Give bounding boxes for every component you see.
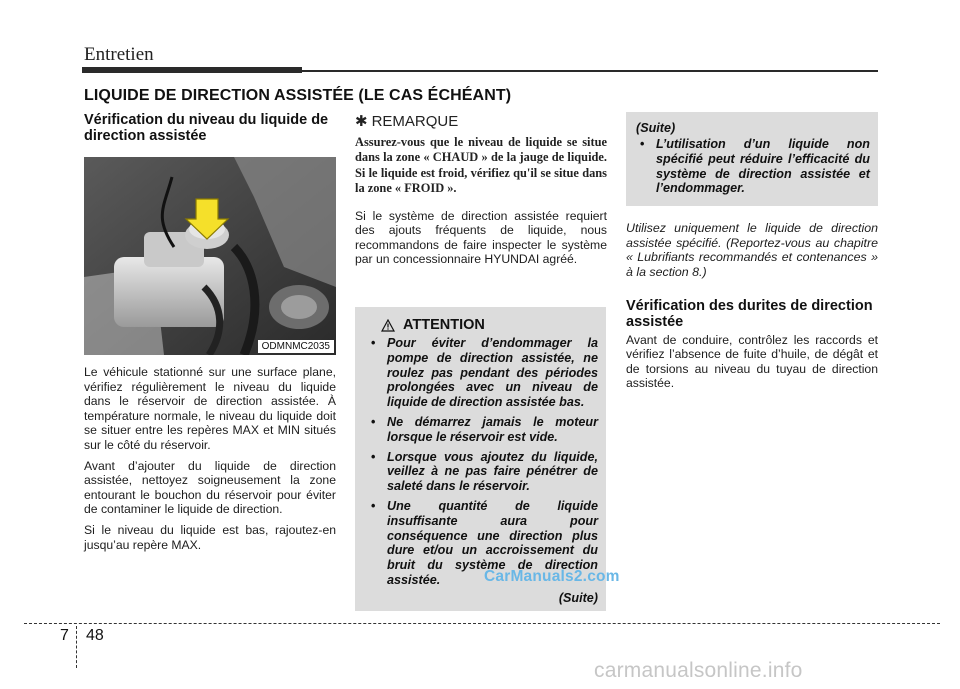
page-header-title: Entretien [84,44,154,65]
col2-body: Si le système de direction assistée requiert des ajouts fréquents de liquide, nous recommandons de faire inspecter le système par un concessionnaire HYUNDAI agréé. [355,208,607,267]
header-bar-thick [82,67,302,73]
attention-box [355,307,606,611]
attention-title: ATTENTION [403,317,485,333]
fluid-note: Utilisez uniquement le liquide de direction assistée spécifié. (Reportez-vous au chapitre « Lubrifiants recommandés et contenances » à la section 8.) [626,221,878,279]
list-item: • L’utilisation d’un liquide non spécifié peut réduire l’efficacité du système de direction assistée et l’endommager. [636,137,870,196]
paragraph: Le véhicule stationné sur une surface plane, vérifiez régulièrement le niveau du liquide dans le réservoir de direction assistée. À température normale, le niveau du liquide doit se situer entre les repères MAX et MIN situés sur le côté du réservoir. [84,365,336,452]
list-item: • Pour éviter d’endommager la pompe de direction assistée, ne roulez pas pendant des périodes prolongées avec un niveau de liquide de direction assistée bas. [367,336,598,410]
hoses-heading: Vérification des durites de direction assistée [626,297,873,330]
list-item: • Lorsque vous ajoutez du liquide, veillez à ne pas faire pénétrer de saleté dans le réservoir. [367,450,598,494]
photo-reference-code: ODMNMC2035 [258,340,334,353]
remark-star-icon: ✱ [355,113,368,130]
section-title: LIQUIDE DE DIRECTION ASSISTÉE (LE CAS ÉCHÉANT) [84,87,512,104]
paragraph: Avant d’ajouter du liquide de direction assistée, nettoyez soigneusement la zone entourant le bouchon du réservoir pour éviter de contaminer le liquide de direction. [84,458,336,517]
column-left [84,112,336,558]
footer-divider [24,623,940,624]
header-rule [302,70,878,72]
continued-box [626,112,878,206]
col1-body [84,365,336,552]
remark-text: Assurez-vous que le niveau de liquide se situe dans la zone « CHAUD » de la jauge de liquide. Si le liquide est froid, vérifiez qu'il se situe dans la zone « FROID ». [355,135,607,196]
remark-heading [355,112,607,130]
warning-triangle-icon [381,319,395,332]
reservoir-illustration [84,157,336,355]
list-item: • Ne démarrez jamais le moteur lorsque le réservoir est vide. [367,415,598,445]
footer-vertical-divider [76,626,77,668]
attention-heading [381,317,598,333]
column-right [626,112,878,391]
watermark-link[interactable]: CarManuals2.com [484,568,620,585]
hoses-body: Avant de conduire, contrôlez les raccords et vérifiez l’absence de fuite d’huile, de dégât et de torsions au niveau du tuyau de direction assistée. [626,332,878,391]
attention-list [367,336,598,588]
attention-continued: (Suite) [558,590,598,605]
remark-title: REMARQUE [371,112,459,130]
page-number: 48 [86,627,104,644]
list-item: • Une quantité de liquide insuffisante aura pour conséquence une direction plus dure et/ou un accroissement du bruit du système de direction assistée. [367,499,598,588]
chapter-number: 7 [60,627,69,644]
continued-list [636,137,870,196]
column-middle [355,112,607,267]
paragraph: Si le niveau du liquide est bas, rajoutez-en jusqu’au repère MAX. [84,522,336,552]
continued-label: (Suite) [636,121,676,135]
site-watermark[interactable]: carmanualsonline.info [594,659,803,682]
engine-bay-photo [84,157,336,355]
fluid-level-heading: Vérification du niveau du liquide de direction assistée [84,112,329,144]
